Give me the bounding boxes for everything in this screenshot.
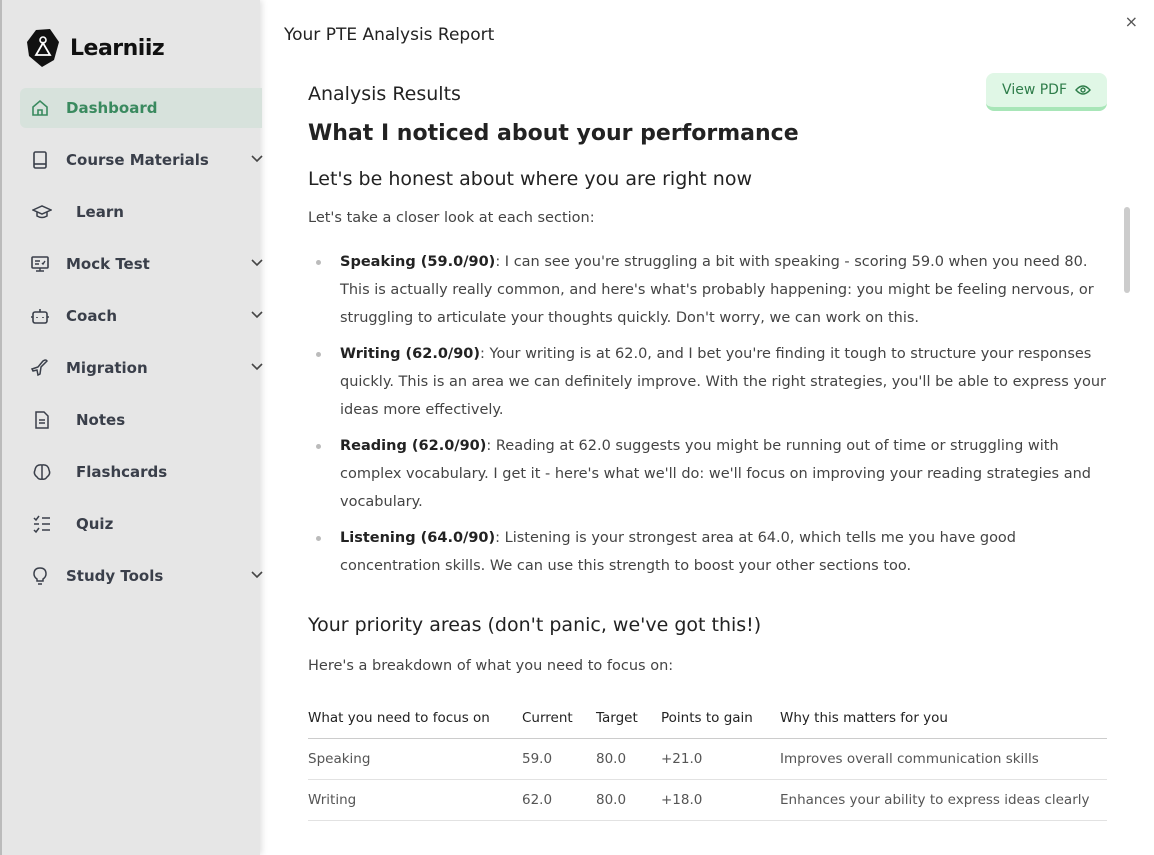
table-cell: Writing [308,780,522,821]
section-text: : Reading at 62.0 suggests you might be running out of time or struggling with complex vocabulary. I get it - here's what we'll do: we'll focus on improving your reading strategies and vocabulary. [340,438,1091,510]
sidebar-item-label: Migration [66,359,148,377]
column-header: Target [596,698,661,739]
sidebar [0,0,260,855]
brand-name: Learniiz [70,35,165,61]
lightbulb-icon [30,566,50,586]
scrollbar[interactable] [1124,207,1130,293]
table-cell: 80.0 [596,739,661,780]
section-item [308,524,1107,580]
sidebar-item-label: Mock Test [66,255,150,273]
sidebar-item-notes[interactable] [20,400,262,440]
table-row [308,739,1107,780]
sidebar-item-learn[interactable] [20,192,262,232]
section-text: : Listening is your strongest area at 64.0, which tells me you have good concentration skills. We can use this strength to boost your other sections too. [340,530,1017,574]
column-header: What you need to focus on [308,698,522,739]
table-cell: +21.0 [661,739,780,780]
sidebar-item-label: Coach [66,307,118,325]
report-modal [260,0,1154,855]
brain-icon [32,462,52,482]
section-item [308,432,1107,516]
results-title: Analysis Results [308,83,461,105]
section-list [308,248,1107,580]
sidebar-item-label: Dashboard [66,99,158,117]
report-content[interactable] [308,120,1107,855]
book-icon [30,150,50,170]
sidebar-item-label: Notes [76,411,126,429]
file-icon [32,410,52,430]
sidebar-item-label: Learn [76,203,124,221]
table-cell: Speaking [308,739,522,780]
intro-text: Let's take a closer look at each section: [308,210,595,226]
priority-heading: Your priority areas (don't panic, we've got this!) [308,614,762,636]
modal-title: Your PTE Analysis Report [284,25,495,45]
priority-intro: Here's a breakdown of what you need to focus on: [308,658,674,674]
robot-icon [30,306,50,326]
results-header [308,70,1107,118]
table-cell: 59.0 [522,739,596,780]
sidebar-item-label: Quiz [76,515,114,533]
section-label: Speaking (59.0/90) [340,254,496,270]
sidebar-item-coach[interactable] [20,296,262,336]
plane-icon [30,358,50,378]
table-cell: Enhances your ability to express ideas clearly [780,780,1107,821]
table-row [308,780,1107,821]
sidebar-item-mock-test[interactable] [20,244,262,284]
section-item [308,248,1107,332]
column-header: Points to gain [661,698,780,739]
performance-heading: What I noticed about your performance [308,121,799,146]
list-check-icon [32,514,52,534]
monitor-icon [30,254,50,274]
table-cell: Improves overall communication skills [780,739,1107,780]
column-header: Why this matters for you [780,698,1107,739]
section-item [308,340,1107,424]
column-header: Current [522,698,596,739]
section-label: Listening (64.0/90) [340,530,496,546]
eye-icon [1075,84,1091,96]
table-cell: +18.0 [661,780,780,821]
table-cell: 80.0 [596,780,661,821]
logo-icon [26,28,60,68]
sidebar-item-label: Study Tools [66,567,164,585]
sidebar-item-study-tools[interactable] [20,556,262,596]
sidebar-nav [20,88,262,608]
home-icon [30,98,50,118]
graduation-cap-icon [32,202,52,222]
section-text: : I can see you're struggling a bit with speaking - scoring 59.0 when you need 80. This is actually really common, and here's what's probably happening: you might be feeling nervous, or struggling to articulate your thoughts quickly. Don't worry, we can work on this. [340,254,1094,326]
sidebar-item-quiz[interactable] [20,504,262,544]
view-pdf-button[interactable] [986,73,1107,111]
sidebar-item-label: Course Materials [66,151,209,169]
honest-heading: Let's be honest about where you are right now [308,168,752,190]
section-label: Reading (62.0/90) [340,438,487,454]
sidebar-item-label: Flashcards [76,463,168,481]
sidebar-item-dashboard[interactable] [20,88,262,128]
section-label: Writing (62.0/90) [340,346,481,362]
logo[interactable] [26,28,164,68]
close-icon[interactable]: × [1124,12,1138,31]
view-pdf-label: View PDF [1002,82,1067,98]
section-text: : Your writing is at 62.0, and I bet you're finding it tough to structure your responses quickly. This is an area we can definitely improve. With the right strategies, you'll be able to express your ideas more effectively. [340,346,1106,418]
sidebar-item-course-materials[interactable] [20,140,262,180]
priority-table [308,698,1107,821]
table-cell: 62.0 [522,780,596,821]
sidebar-item-migration[interactable] [20,348,262,388]
sidebar-item-flashcards[interactable] [20,452,262,492]
